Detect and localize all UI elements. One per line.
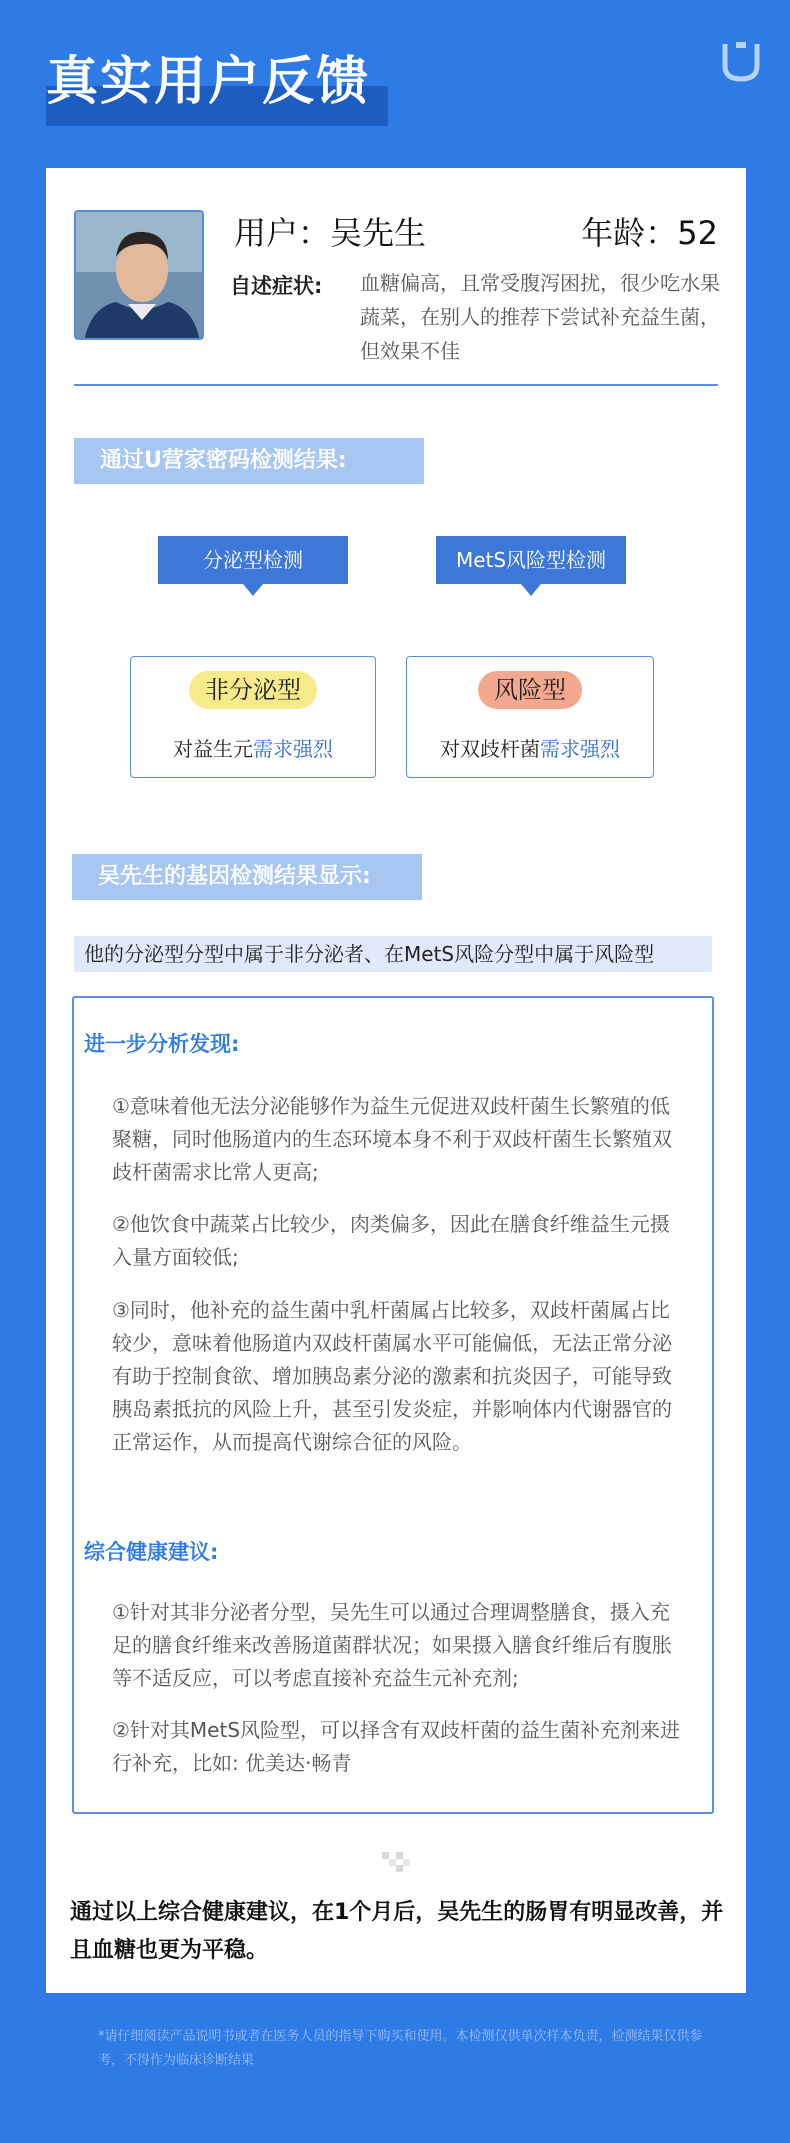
symptom-text: 血糖偏高，且常受腹泻困扰，很少吃水果蔬菜，在别人的推荐下尝试补充益生菌，但效果不佳 bbox=[360, 271, 720, 363]
gene-summary: 他的分泌型分型中属于非分泌者、在MetS风险分型中属于风险型 bbox=[74, 936, 712, 972]
symptom-label: 自述症状: bbox=[230, 274, 323, 298]
disclaimer-footnote: *请仔细阅读产品说明书或者在医务人员的指导下购买和使用。本检测仅供单次样本负责，检测结果仅供参考，不得作为临床诊断结果 bbox=[98, 2029, 703, 2068]
user-avatar bbox=[74, 210, 204, 340]
decorative-dots-icon bbox=[382, 1852, 410, 1872]
user-age: 年龄：52 bbox=[581, 214, 718, 252]
mets-result-badge: 风险型 bbox=[478, 671, 582, 709]
user-name: 用户：吴先生 bbox=[234, 214, 427, 252]
advice-point-1: ①针对其非分泌者分型，吴先生可以通过合理调整膳食，摄入充足的膳食纤维来改善肠道菌群状况；如果摄入膳食纤维后有腹胀等不适反应，可以考虑直接补充益生元补充剂; bbox=[112, 1600, 672, 1690]
mets-result-card bbox=[406, 656, 654, 778]
feedback-card bbox=[46, 168, 746, 1993]
secretor-result-card bbox=[130, 656, 376, 778]
analysis-point-2: ②他饮食中蔬菜占比较少，肉类偏多，因此在膳食纤维益生元摄入量方面较低; bbox=[112, 1212, 670, 1269]
analysis-point-1: ①意味着他无法分泌能够作为益生元促进双歧杆菌生长繁殖的低聚糖，同时他肠道内的生态环境本身不利于双歧杆菌生长繁殖双歧杆菌需求比常人更高; bbox=[112, 1094, 672, 1184]
advice-point-2: ②针对其MetS风险型，可以择含有双歧杆菌的益生菌补充剂来进行补充，比如: 优美达·畅青 bbox=[112, 1718, 681, 1775]
gene-heading: 吴先生的基因检测结果显示: bbox=[72, 854, 422, 900]
secretor-result-badge: 非分泌型 bbox=[189, 671, 317, 709]
mets-result-prefix: 对双歧杆菌 bbox=[440, 737, 540, 761]
secretor-result-highlight: 需求强烈 bbox=[253, 737, 333, 761]
divider bbox=[74, 384, 718, 386]
analysis-box bbox=[72, 996, 714, 1814]
page-title-block bbox=[46, 50, 370, 114]
detection-heading: 通过U营家密码检测结果: bbox=[74, 438, 424, 484]
page-title: 真实用户反馈 bbox=[46, 52, 371, 112]
user-photo-icon bbox=[76, 212, 204, 340]
brand-logo-icon bbox=[722, 42, 760, 82]
mets-result-highlight: 需求强烈 bbox=[540, 737, 620, 761]
secretor-result-prefix: 对益生元 bbox=[173, 737, 253, 761]
conclusion-text: 通过以上综合健康建议，在1个月后，吴先生的肠胃有明显改善，并且血糖也更为平稳。 bbox=[70, 1900, 724, 1963]
mets-test-tag: MetS风险型检测 bbox=[436, 536, 626, 584]
analysis-point-3: ③同时，他补充的益生菌中乳杆菌属占比较多，双歧杆菌属占比较少，意味着他肠道内双歧杆菌属水平可能偏低，无法正常分泌有助于控制食欲、增加胰岛素分泌的激素和抗炎因子，可能导致胰岛素抵抗的风险上升，甚至引发炎症，并影响体内代谢器官的正常运作，从而提高代谢综合征的风险。 bbox=[112, 1298, 672, 1454]
secretor-result-line bbox=[131, 733, 375, 762]
analysis-heading: 进一步分析发现: bbox=[84, 1032, 240, 1056]
advice-heading: 综合健康建议: bbox=[84, 1540, 219, 1564]
mets-result-line bbox=[407, 733, 653, 762]
secretor-test-tag: 分泌型检测 bbox=[158, 536, 348, 584]
